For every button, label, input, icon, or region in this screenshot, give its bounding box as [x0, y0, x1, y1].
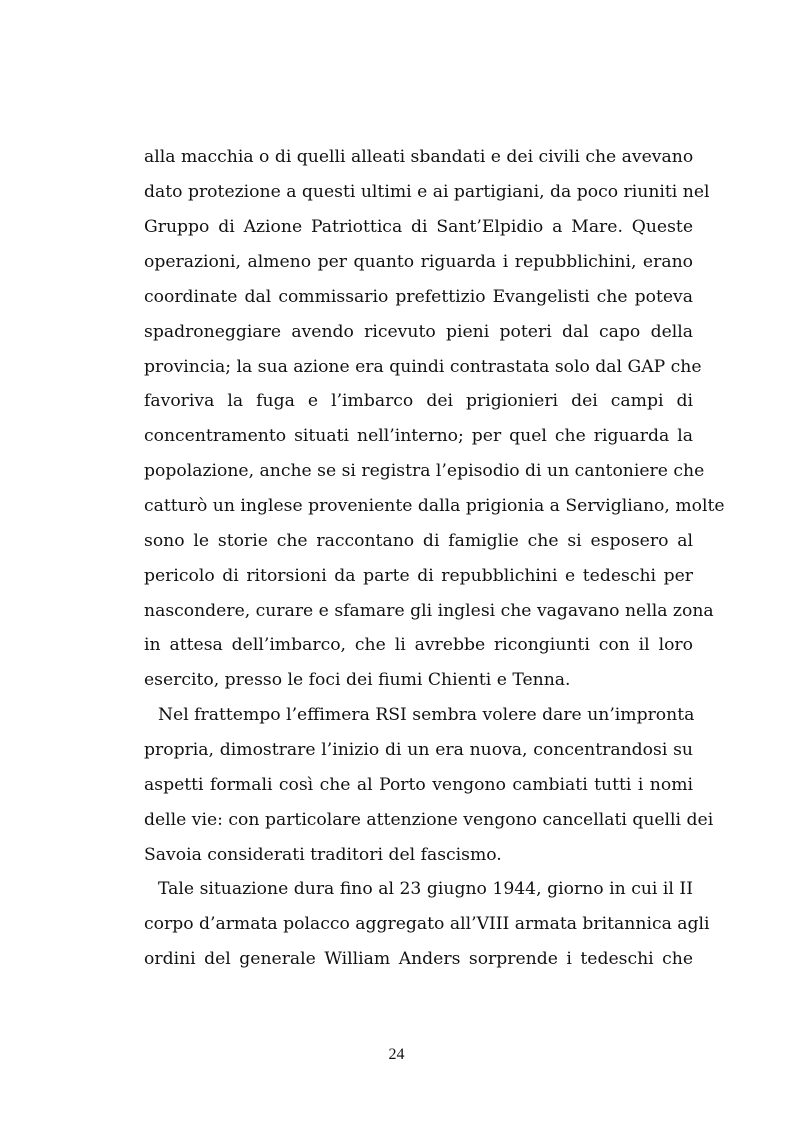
text-line: pericolo di ritorsioni da parte di repubblichini e tedeschi per: [144, 566, 693, 586]
text-line: catturò un inglese proveniente dalla prigionia a Servigliano, molte: [144, 496, 725, 516]
text-line: alla macchia o di quelli alleati sbandati e dei civili che avevano: [144, 147, 694, 167]
text-line: concentramento situati nell’interno; per quel che riguarda la: [144, 426, 693, 446]
text-line: Gruppo di Azione Patriottica di Sant’Elpidio a Mare. Queste: [144, 217, 693, 237]
text-line: aspetti formali così che al Porto vengono cambiati tutti i nomi: [144, 775, 693, 795]
text-line: esercito, presso le foci dei fiumi Chienti e Tenna.: [144, 670, 571, 690]
text-line: corpo d’armata polacco aggregato all’VIII armata britannica agli: [144, 914, 710, 934]
text-line: sono le storie che raccontano di famiglie che si esposero al: [144, 531, 693, 551]
text-line: spadroneggiare avendo ricevuto pieni poteri dal capo della: [144, 322, 693, 342]
page-number: 24: [388, 1046, 405, 1063]
paragraph-first-line: Tale situazione dura fino al 23 giugno 1944, giorno in cui il II: [158, 879, 693, 899]
text-line: propria, dimostrare l’inizio di un era nuova, concentrandosi su: [144, 740, 693, 760]
text-line: dato protezione a questi ultimi e ai partigiani, da poco riuniti nel: [144, 182, 710, 202]
text-line: ordini del generale William Anders sorprende i tedeschi che: [144, 949, 693, 969]
text-line: nascondere, curare e sfamare gli inglesi che vagavano nella zona: [144, 601, 714, 621]
paragraph-first-line: Nel frattempo l’effimera RSI sembra volere dare un’impronta: [158, 705, 695, 725]
text-line: delle vie: con particolare attenzione vengono cancellati quelli dei: [144, 810, 714, 830]
text-line: Savoia considerati traditori del fascismo.: [144, 845, 502, 865]
text-line: favoriva la fuga e l’imbarco dei prigionieri dei campi di: [144, 391, 693, 411]
text-line: in attesa dell’imbarco, che li avrebbe ricongiunti con il loro: [144, 635, 693, 655]
text-line: coordinate dal commissario prefettizio Evangelisti che poteva: [144, 287, 693, 307]
text-line: operazioni, almeno per quanto riguarda i repubblichini, erano: [144, 252, 693, 272]
text-line: provincia; la sua azione era quindi contrastata solo dal GAP che: [144, 357, 702, 377]
text-line: popolazione, anche se si registra l’episodio di un cantoniere che: [144, 461, 705, 481]
